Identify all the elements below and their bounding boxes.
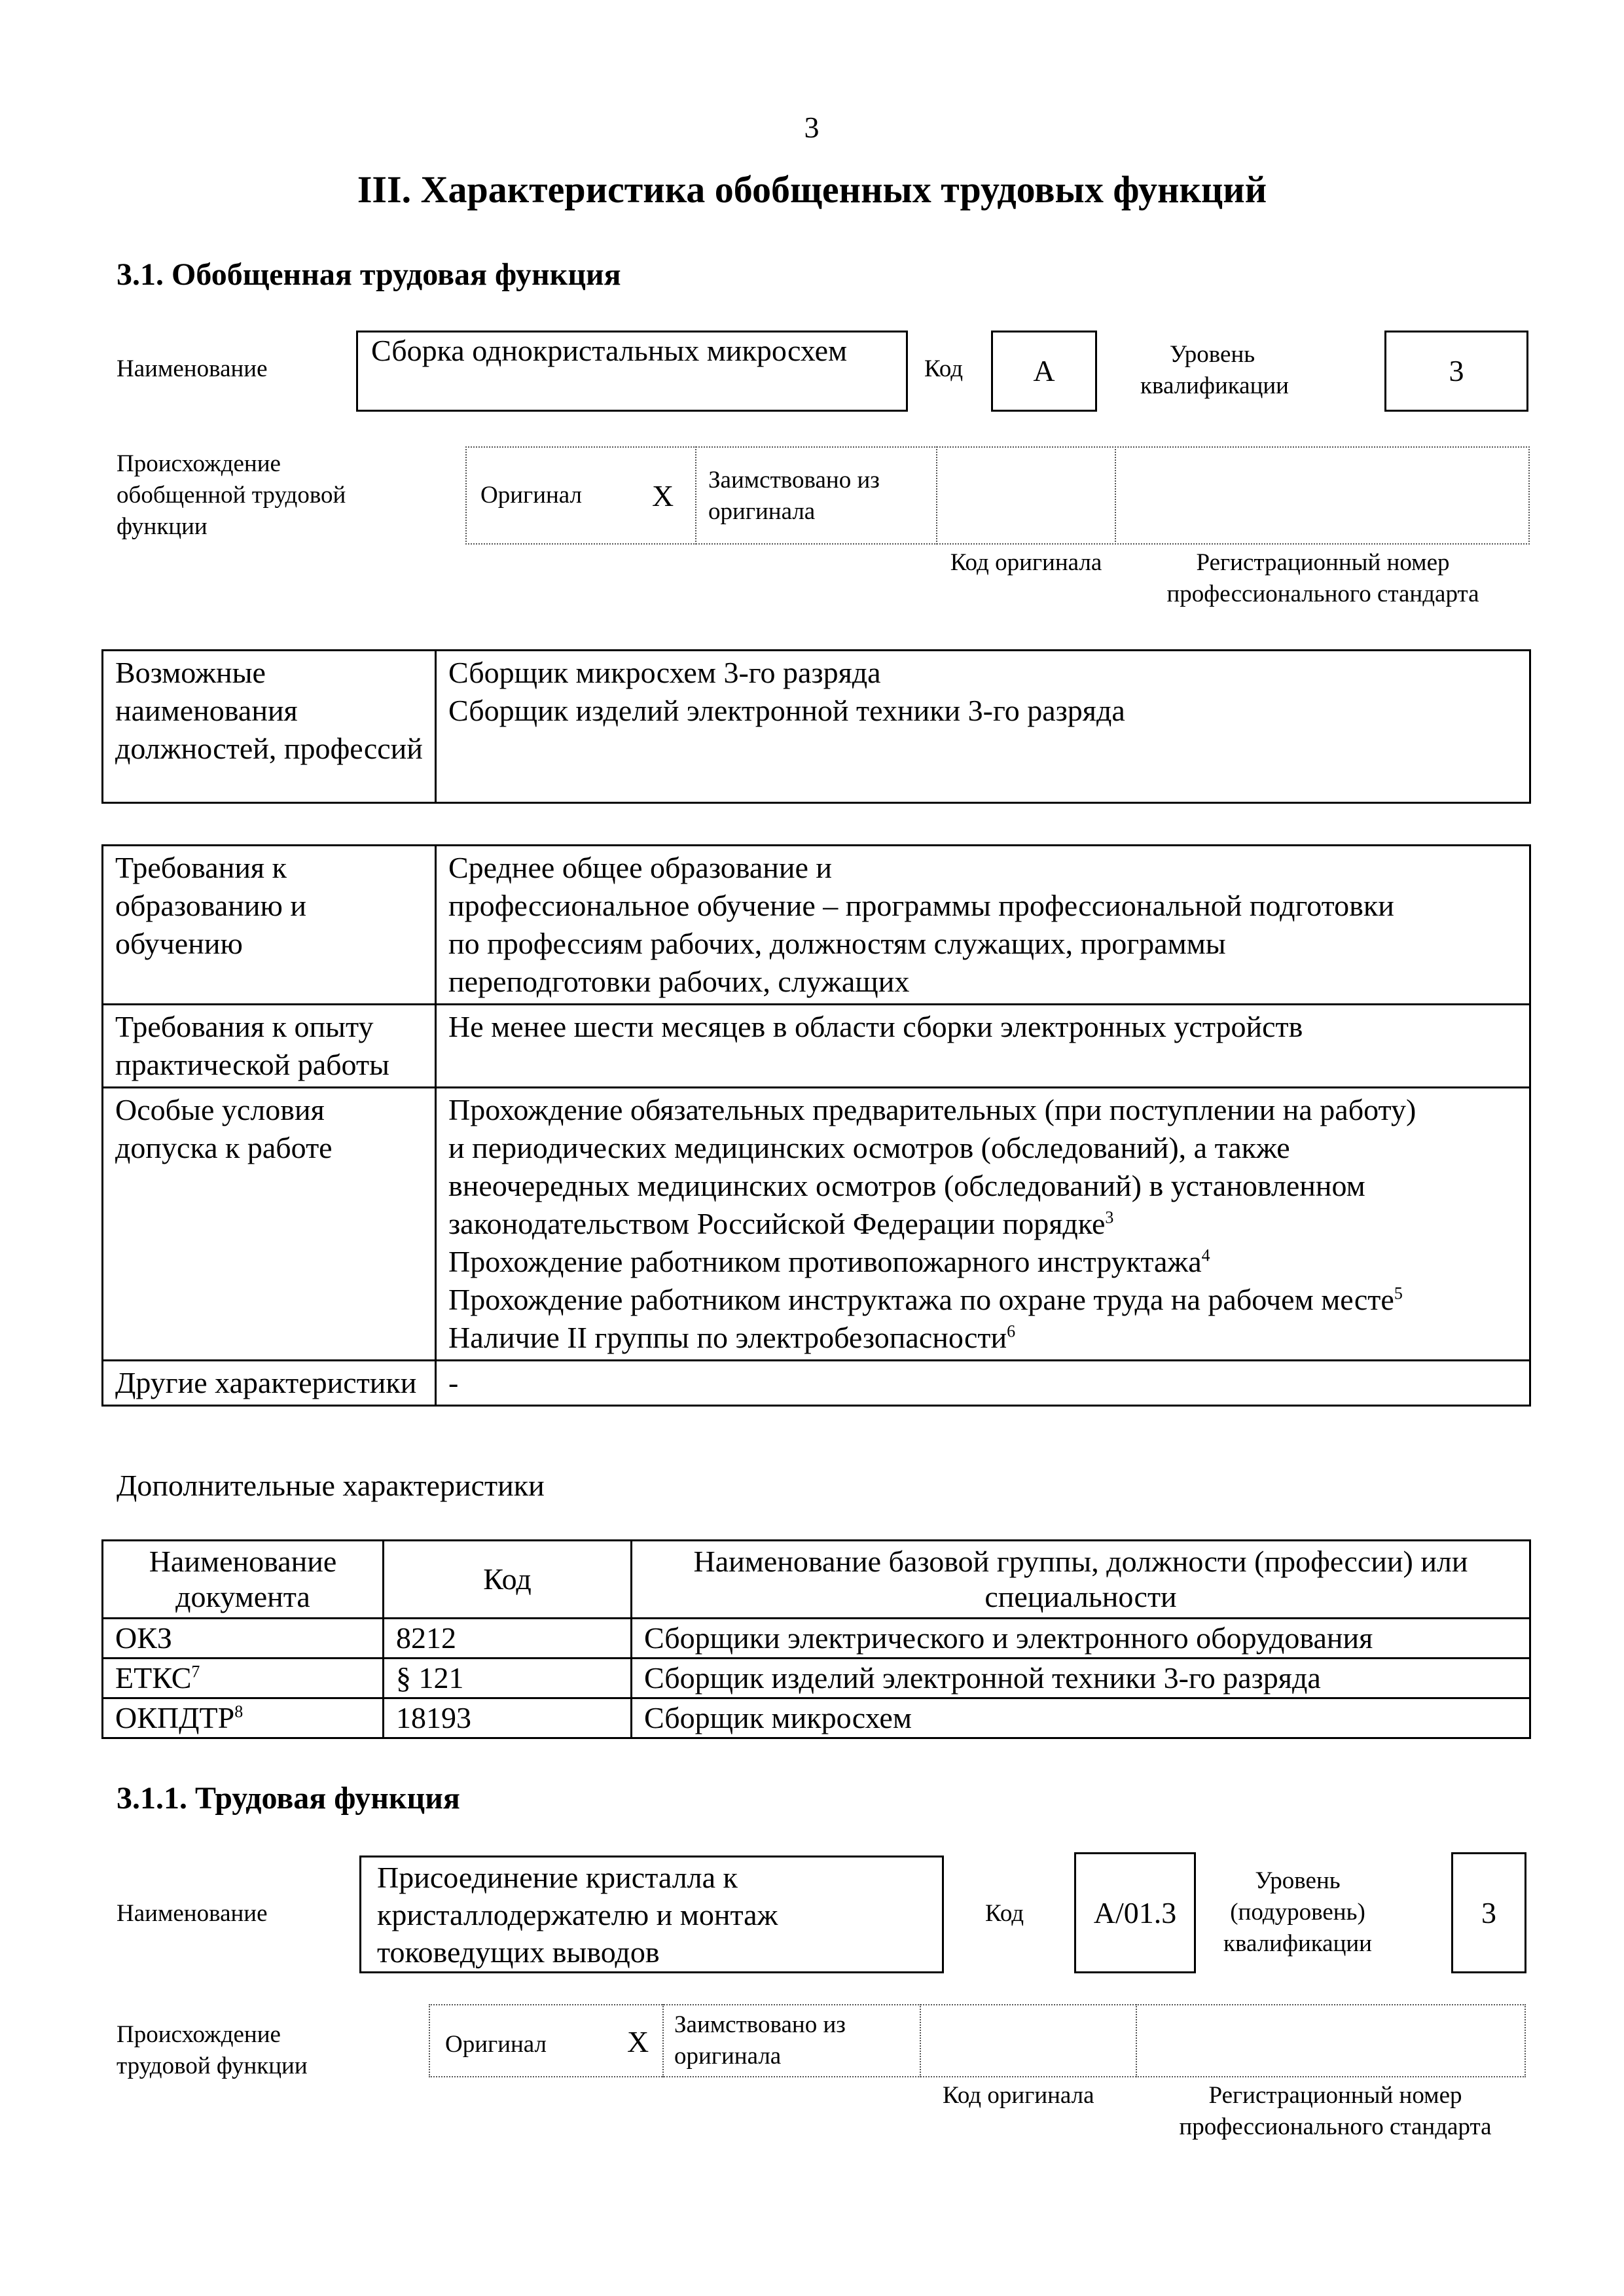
req-experience-label: Требования к опыту практической работы [103,1005,436,1088]
gtf-original-mark: Х [652,479,674,512]
req-line: законодательством Российской Федерации порядке$^3$ [448,1207,1114,1240]
req-experience-value [436,1005,1530,1088]
gtf-code-label: Код [924,355,964,382]
header-code: Код [384,1541,632,1619]
gtf-level-label: Уровень квалификации [1140,341,1289,399]
gtf-code-original-caption: Код оригинала [950,549,1102,576]
tf-level-value: 3 [1481,1896,1496,1929]
tf-name-value: Присоединение кристалла к кристаллодержателю и монтаж токоведущих выводов [377,1861,778,1969]
tf-code-box [1074,1852,1196,1973]
req-line: профессиональное обучение – программы профессиональной подготовки [448,889,1394,922]
footnote-ref: 4 [1201,1246,1210,1265]
gtf-heading: 3.1. Обобщенная трудовая функция [117,257,621,292]
gtf-code-value: А [1033,354,1055,387]
row-name: Сборщик микросхем [632,1698,1530,1738]
row-name: Сборщик изделий электронной техники 3-го разряда [632,1659,1530,1698]
additional-title: Дополнительные характеристики [117,1469,545,1502]
gtf-name-value: Сборка однокристальных микросхем [371,334,848,367]
gtf-origin-box [465,446,1530,545]
req-line: Среднее общее образование и [448,851,833,884]
header-name: Наименование базовой группы, должности (профессии) или специальности [632,1541,1530,1619]
tf-original-label: Оригинал [445,2031,547,2058]
header-doc: Наименование документа [103,1541,384,1619]
row-doc: ОКПДТР$^8$ [103,1698,384,1738]
req-line: Прохождение обязательных предварительных (при поступлении на работу) [448,1093,1416,1126]
positions-table [101,649,1531,804]
gtf-code-box [991,331,1097,412]
tf-code-original-caption: Код оригинала [943,2082,1094,2109]
row-code: § 121 [384,1659,632,1698]
req-line: - [448,1366,459,1399]
tf-code-value: А/01.3 [1093,1896,1177,1929]
tf-code-label: Код [985,1900,1024,1927]
tf-original-mark: Х [627,2025,649,2058]
req-line: и периодических медицинских осмотров (обследований), а также [448,1131,1290,1164]
gtf-borrowed-label: Заимствовано из оригинала [708,467,880,525]
gtf-original-label: Оригинал [480,482,583,509]
positions-label: Возможные наименования должностей, профессий [103,651,436,803]
gtf-name-label: Наименование [117,355,268,382]
gtf-name-box [356,331,908,412]
row-code: 18193 [384,1698,632,1738]
req-special-value [436,1088,1530,1361]
row-doc: ОКЗ [103,1619,384,1659]
tf-name-box [359,1856,944,1973]
req-line: внеочередных медицинских осмотров (обследований) в установленном [448,1169,1365,1202]
tf-reg-number-caption: Регистрационный номер профессионального стандарта [1179,2082,1492,2140]
tf-level-box [1451,1852,1526,1973]
footnote-ref: 5 [1394,1283,1403,1303]
req-education-value [436,846,1530,1005]
req-special-label: Особые условия допуска к работе [103,1088,436,1361]
positions-values [436,651,1530,803]
tf-borrowed-label: Заимствовано из оригинала [674,2011,846,2070]
tf-origin-box [429,2004,1526,2077]
gtf-level-value: 3 [1449,354,1464,387]
position-item: Сборщик микросхем 3-го разряда [448,656,881,689]
tf-heading: 3.1.1. Трудовая функция [117,1781,460,1816]
footnote-ref: 8 [234,1702,244,1721]
req-line: Прохождение работником противопожарного инструктажа$^4$ [448,1245,1210,1278]
gtf-level-box [1384,331,1528,412]
req-line: переподготовки рабочих, служащих [448,965,910,998]
section-title: III. Характеристика обобщенных трудовых функций [357,168,1267,211]
page-number: 3 [804,111,820,144]
additional-table [101,1539,1531,1739]
row-name: Сборщики электрического и электронного оборудования [632,1619,1530,1659]
tf-name-label: Наименование [117,1900,268,1927]
row-doc: ЕТКС$^7$ [103,1659,384,1698]
requirements-table [101,844,1531,1407]
footnote-ref: 3 [1105,1208,1114,1227]
position-item: Сборщик изделий электронной техники 3-го разряда [448,694,1125,727]
gtf-origin-label: Происхождение обобщенной трудовой функции [117,450,346,540]
req-line: по профессиям рабочих, должностям служащих, программы [448,927,1226,960]
row-code: 8212 [384,1619,632,1659]
gtf-reg-number-caption: Регистрационный номер профессионального стандарта [1166,549,1479,607]
tf-level-label: Уровень (подуровень) квалификации [1223,1867,1372,1957]
req-line: Не менее шести месяцев в области сборки электронных устройств [448,1010,1303,1043]
footnote-ref: 7 [191,1662,200,1681]
req-other-value [436,1361,1530,1406]
req-line: Прохождение работником инструктажа по охране труда на рабочем месте$^5$ [448,1283,1403,1316]
req-line: Наличие II группы по электробезопасности$^6$ [448,1321,1016,1354]
tf-origin-label: Происхождение трудовой функции [117,2021,308,2079]
req-other-label: Другие характеристики [103,1361,436,1406]
req-education-label: Требования к образованию и обучению [103,846,436,1005]
footnote-ref: 6 [1007,1321,1016,1341]
